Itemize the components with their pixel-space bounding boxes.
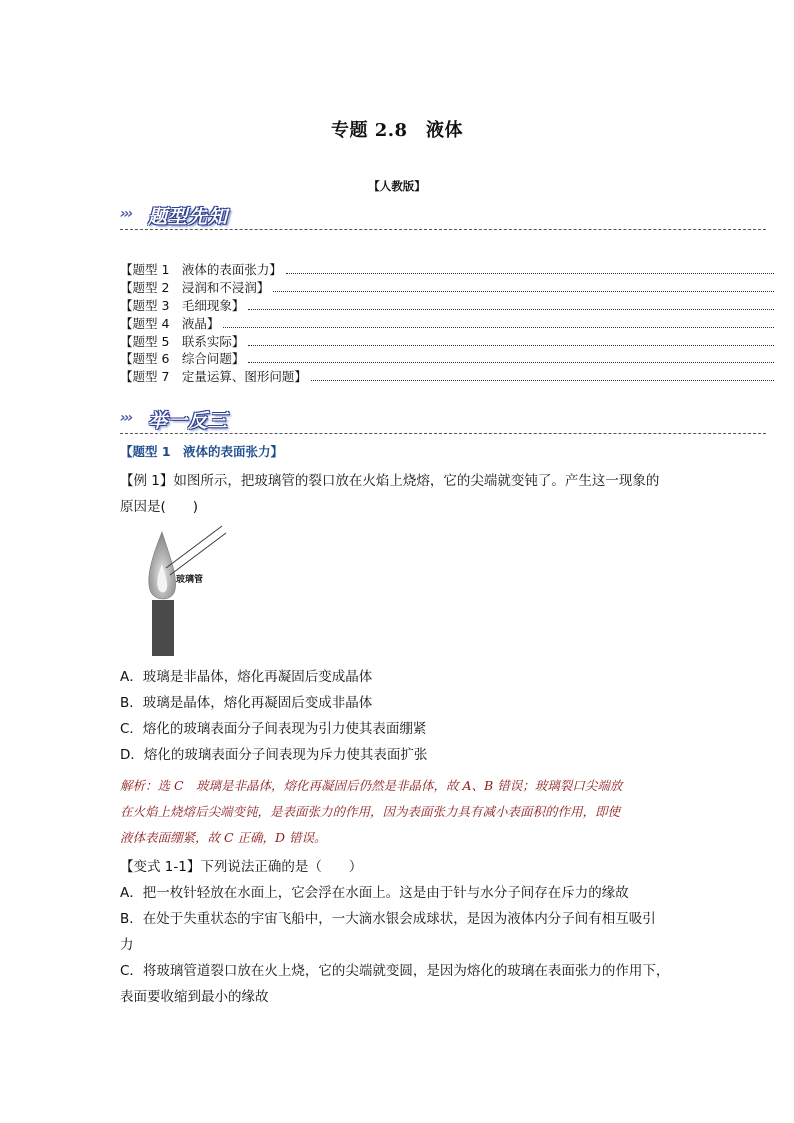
dashed-divider: [120, 229, 766, 230]
variant-option-cont: 表面要收缩到最小的缘故: [120, 989, 269, 1005]
variant-option[interactable]: B．在处于失重状态的宇宙飞船中，一大滴水银会成球状，是因为液体内分子间有相互吸引: [120, 911, 656, 927]
toc-item[interactable]: 【题型 5 联系实际】: [120, 332, 774, 350]
toc-item[interactable]: 【题型 7 定量运算、图形问题】: [120, 367, 774, 385]
dashed-divider: [120, 433, 766, 434]
section-label: 题型先知: [148, 206, 229, 228]
candle-body: [152, 600, 174, 656]
glass-tube-flame-figure: [140, 522, 250, 662]
analysis-block: 解析：选 C 玻璃是非晶体，熔化再凝固后仍然是非晶体，故 A、B 错误；玻璃裂口尖端放 在火焰上烧熔后尖端变钝，是表面张力的作用，因为表面张力具有减小表面积的作用，即使 液体表面绷紧，故 C 正确，D 错误。: [120, 778, 623, 845]
option-a[interactable]: A．玻璃是非晶体，熔化再凝固后变成晶体: [120, 669, 373, 685]
variant-option[interactable]: C．将玻璃管道裂口放在火上烧，它的尖端就变圆，是因为熔化的玻璃在表面张力的作用下，: [120, 963, 670, 979]
table-of-contents: [120, 260, 774, 385]
variant-stem: 【变式 1-1】下列说法正确的是（ ）: [120, 859, 363, 875]
toc-item[interactable]: 【题型 3 毛细现象】: [120, 296, 774, 314]
example-question: 【例 1】如图所示，把玻璃管的裂口放在火焰上烧熔，它的尖端就变钝了。产生这一现象的 原因是( ): [120, 473, 660, 515]
arrows-icon: ›››: [120, 410, 132, 426]
variant-option[interactable]: A．把一枚针轻放在水面上，它会浮在水面上。这是由于针与水分子间存在斥力的缘故: [120, 885, 629, 901]
option-c[interactable]: C．熔化的玻璃表面分子间表现为引力使其表面绷紧: [120, 721, 427, 737]
toc-item[interactable]: 【题型 4 液晶】: [120, 314, 774, 332]
candle-illustration: [140, 522, 250, 662]
section-header-overview: [120, 202, 766, 230]
toc-item[interactable]: 【题型 2 浸润和不浸润】: [120, 278, 774, 296]
variant-option-cont: 力: [120, 937, 134, 953]
arrows-icon: ›››: [120, 206, 132, 222]
variant-question: [120, 854, 676, 1010]
option-d[interactable]: D．熔化的玻璃表面分子间表现为斥力使其表面扩张: [120, 747, 428, 763]
toc-item[interactable]: 【题型 6 综合问题】: [120, 349, 774, 367]
edition-label: 【人教版】: [368, 179, 426, 193]
option-b[interactable]: B．玻璃是晶体，熔化再凝固后变成非晶体: [120, 695, 373, 711]
tube-label: 玻璃管: [176, 575, 204, 585]
section-header-examples: [120, 406, 766, 434]
page-title: 专题 2.8 液体: [330, 120, 464, 141]
section-label: 举一反三: [148, 410, 229, 432]
options-list: [120, 664, 676, 768]
toc-item[interactable]: 【题型 1 液体的表面张力】: [120, 260, 774, 278]
type-heading: 【题型 1 液体的表面张力】: [120, 444, 284, 459]
